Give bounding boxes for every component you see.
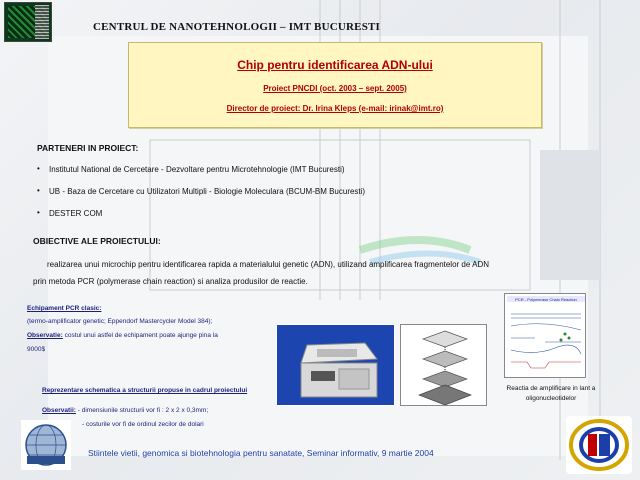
pcr-device-photo: [276, 324, 395, 406]
partner-item: Institutul National de Cercetare - Dezvoltare pentru Microtehnologie (IMT Bucuresti): [49, 165, 345, 174]
schematic-label: Reprezentare schematica a structurii propuse in cadrul proiectului: [42, 387, 248, 394]
title-box: [128, 42, 542, 128]
objectives-heading: OBIECTIVE ALE PROIECTULUI:: [33, 236, 161, 246]
objective-line-2: prin metoda PCR (polymerase chain reaction) si analiza produsilor de reactie.: [33, 277, 308, 286]
bullet-icon: •: [37, 164, 40, 173]
pcr-reaction-figure: [504, 293, 586, 378]
partners-heading: PARTENERI IN PROIECT:: [37, 143, 139, 153]
schematic-observation-2: - costurile vor fi de ordinul zecilor de dolari: [82, 421, 204, 428]
objective-line-1: realizarea unui microchip pentru identificarea rapida a materialului genetic (ADN), utilizand amplificarea fragmentelor de ADN: [47, 260, 489, 269]
er-logo: [566, 416, 632, 474]
partner-item: UB - Baza de Cercetare cu Utilizatori Multipli - Biologie Moleculara (BCUM-BM Bucuresti): [49, 187, 366, 196]
footer-text: Stiintele vietii, genomica si biotehnologia pentru sanatate, Seminar informativ, 9 martie 2004: [88, 448, 434, 458]
equipment-observation: Observatie: costul unui astfel de echipament poate ajunge pina la: [27, 332, 218, 339]
partner-item: DESTER COM: [49, 209, 103, 218]
equipment-label: Echipament PCR clasic:: [27, 305, 102, 312]
equipment-model: (termo-amplificator genetic; Eppendorf Mastercycler Model 384);: [27, 318, 213, 325]
project-director: Director de proiect: Dr. Irina Kleps (e-mail: irinak@imt.ro): [226, 104, 444, 113]
center-name: CENTRUL DE NANOTEHNOLOGII – IMT BUCURESTI: [93, 21, 381, 33]
chip-schematic-diagram: [400, 324, 487, 406]
bullet-icon: •: [37, 186, 40, 195]
bullet-icon: •: [37, 208, 40, 217]
schematic-observation-1: Observatii: - dimensiunile structurii vor fi : 2 x 2 x 0,3mm;: [42, 407, 209, 414]
project-title: Chip pentru identificarea ADN-ului: [237, 58, 433, 72]
nanotech-logo: [4, 2, 52, 42]
globe-logo: [21, 420, 71, 470]
pcr-figure-caption: Reactia de amplificare in lant a oligonucleotidelor: [506, 385, 596, 402]
project-period: Proiect PNCDI (oct. 2003 – sept. 2005): [263, 84, 407, 93]
equipment-cost: 9000$: [27, 346, 46, 353]
pcr-figure-title: PCR - Polymerase Chain Reaction: [515, 297, 577, 302]
